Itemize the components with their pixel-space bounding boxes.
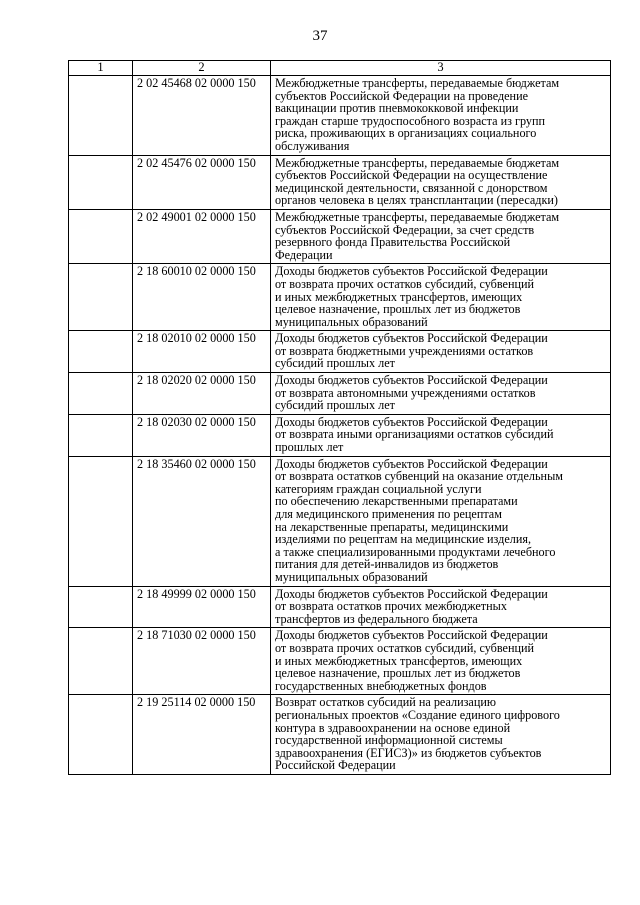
budget-code-cell: 2 18 49999 02 0000 150 xyxy=(133,586,271,628)
table-row xyxy=(69,695,611,775)
income-description-cell: Доходы бюджетов субъектов Российской Федерации от возврата остатков субвенций на оказание отдельным категориям граждан социальной услуги по обеспечению лекарственными препаратами для медицинского применения по рецептам на лекарственные препараты, медицинскими изделиями по рецептам на медицинские изделия, а также специализированными продуктами лечебного питания для детей-инвалидов из бюджетов муниципальных образований xyxy=(271,456,611,586)
row-empty-cell xyxy=(69,209,133,263)
row-empty-cell xyxy=(69,586,133,628)
income-description-cell: Доходы бюджетов субъектов Российской Федерации от возврата остатков прочих межбюджетных трансфертов из федерального бюджета xyxy=(271,586,611,628)
budget-code-cell: 2 02 45476 02 0000 150 xyxy=(133,155,271,209)
income-description-cell: Возврат остатков субсидий на реализацию региональных проектов «Создание единого цифрового контура в здравоохранении на основе единой государственной информационной системы здравоохранения (ЕГИСЗ)» из бюджетов субъектов Российской Федерации xyxy=(271,695,611,775)
table-row xyxy=(69,155,611,209)
table-row xyxy=(69,586,611,628)
table-row xyxy=(69,209,611,263)
budget-code-cell: 2 18 35460 02 0000 150 xyxy=(133,456,271,586)
table-row xyxy=(69,373,611,415)
row-empty-cell xyxy=(69,76,133,156)
income-description-cell: Доходы бюджетов субъектов Российской Федерации от возврата автономными учреждениями остатков субсидий прошлых лет xyxy=(271,373,611,415)
table-row xyxy=(69,331,611,373)
income-description-cell: Доходы бюджетов субъектов Российской Федерации от возврата прочих остатков субсидий, субвенций и иных межбюджетных трансфертов, имеющих целевое назначение, прошлых лет из бюджетов муниципальных образований xyxy=(271,264,611,331)
income-description-cell: Межбюджетные трансферты, передаваемые бюджетам субъектов Российской Федерации на проведение вакцинации против пневмококковой инфекции граждан старше трудоспособного возраста из групп риска, проживающих в организациях социального обслуживания xyxy=(271,76,611,156)
row-empty-cell xyxy=(69,155,133,209)
table-row xyxy=(69,76,611,156)
row-empty-cell xyxy=(69,264,133,331)
row-empty-cell xyxy=(69,695,133,775)
budget-code-cell: 2 18 02030 02 0000 150 xyxy=(133,414,271,456)
table-row xyxy=(69,628,611,695)
column-header-1: 1 xyxy=(69,61,133,76)
budget-code-cell: 2 18 02020 02 0000 150 xyxy=(133,373,271,415)
income-description-cell: Межбюджетные трансферты, передаваемые бюджетам субъектов Российской Федерации, за счет средств резервного фонда Правительства Российской Федерации xyxy=(271,209,611,263)
budget-code-cell: 2 19 25114 02 0000 150 xyxy=(133,695,271,775)
table-row xyxy=(69,264,611,331)
table-body xyxy=(69,61,611,775)
table-row xyxy=(69,414,611,456)
income-description-cell: Доходы бюджетов субъектов Российской Федерации от возврата прочих остатков субсидий, субвенций и иных межбюджетных трансфертов, имеющих целевое назначение, прошлых лет из бюджетов государственных внебюджетных фондов xyxy=(271,628,611,695)
row-empty-cell xyxy=(69,373,133,415)
budget-code-cell: 2 18 60010 02 0000 150 xyxy=(133,264,271,331)
column-header-2: 2 xyxy=(133,61,271,76)
row-empty-cell xyxy=(69,456,133,586)
income-description-cell: Доходы бюджетов субъектов Российской Федерации от возврата бюджетными учреждениями остатков субсидий прошлых лет xyxy=(271,331,611,373)
page-number: 37 xyxy=(312,28,328,44)
table-row xyxy=(69,456,611,586)
row-empty-cell xyxy=(69,628,133,695)
income-description-cell: Межбюджетные трансферты, передаваемые бюджетам субъектов Российской Федерации на осуществление медицинской деятельности, связанной с донорством органов человека в целях трансплантации (пересадки) xyxy=(271,155,611,209)
budget-code-cell: 2 18 71030 02 0000 150 xyxy=(133,628,271,695)
row-empty-cell xyxy=(69,331,133,373)
budget-code-cell: 2 18 02010 02 0000 150 xyxy=(133,331,271,373)
budget-code-cell: 2 02 49001 02 0000 150 xyxy=(133,209,271,263)
income-description-cell: Доходы бюджетов субъектов Российской Федерации от возврата иными организациями остатков субсидий прошлых лет xyxy=(271,414,611,456)
table-header-row xyxy=(69,61,611,76)
budget-code-cell: 2 02 45468 02 0000 150 xyxy=(133,76,271,156)
row-empty-cell xyxy=(69,414,133,456)
column-header-3: 3 xyxy=(271,61,611,76)
budget-classification-table xyxy=(68,60,611,775)
